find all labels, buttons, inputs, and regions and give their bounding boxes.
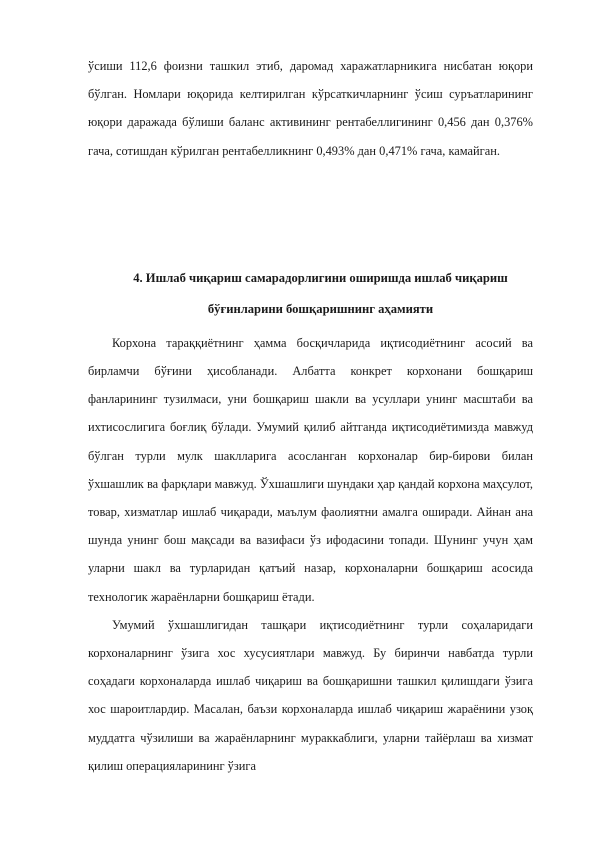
section-spacer [88, 165, 533, 263]
intro-paragraph: ўсиши 112,6 фоизни ташкил этиб, даромад харажатларникига нисбатан юқори бўлган. Номлари юқорида келтирилган кўрсаткичларнинг ўсиш суръатларининг юқори даражада бўлиши баланс активининг рентабеллигининг 0,456 дан 0,376% гача, сотишдан кўрилган рентабелликнинг 0,493% дан 0,471% гача, камайган. [88, 59, 533, 158]
section-heading: 4. Ишлаб чиқариш самарадорлигини оширишда ишлаб чиқариш бўғинларини бошқаришнинг аҳамияти [133, 270, 508, 316]
body-paragraph-2: Умумий ўхшашлигидан ташқари иқтисодиётнинг турли соҳаларидаги корхоналарнинг ўзига хос хусусиятлари мавжуд. Бу биринчи навбатда турли соҳадаги корхоналарда ишлаб чиқариш ва бошқаришни ташкил қилишдаги ўзига хос шароитлардир. Масалан, баъзи корхоналарда ишлаб чиқариш жараёнини узоқ муддатга чўзилиши ва жараёнларнинг мураккаблиги, уларни тайёрлаш ва хизмат қилиш операцияларининг ўзига [88, 617, 533, 773]
document-page [88, 52, 533, 780]
body-paragraph-1: Корхона тараққиётнинг ҳамма босқичларида иқтисодиётнинг асосий ва бирламчи бўғини ҳисобланади. Албатта конкрет корхонани бошқариш фанларининг тузилмаси, уни бошқариш шакли ва усуллари унинг масштаби ва ихтисослигига боғлиқ бўлади. Умумий қилиб айтганда иқтисодиётимизда мавжуд бўлган турли мулк шаклларига асосланган корхоналар бир-бирови билан ўхшашлик ва фарқлари мавжуд. Ўхшашлиги шундаки ҳар қандай корхона маҳсулот, товар, хизматлар ишлаб чиқаради, маълум фаолиятни амалга оширади. Айнан ана шунда унинг бош мақсади ва вазифаси ўз ифодасини топади. Шунинг учун ҳам уларни шакл ва турларидан қатъий назар, корхоналарни бошқариш асосида технологик жараёнларни бошқариш ётади. [88, 335, 533, 604]
